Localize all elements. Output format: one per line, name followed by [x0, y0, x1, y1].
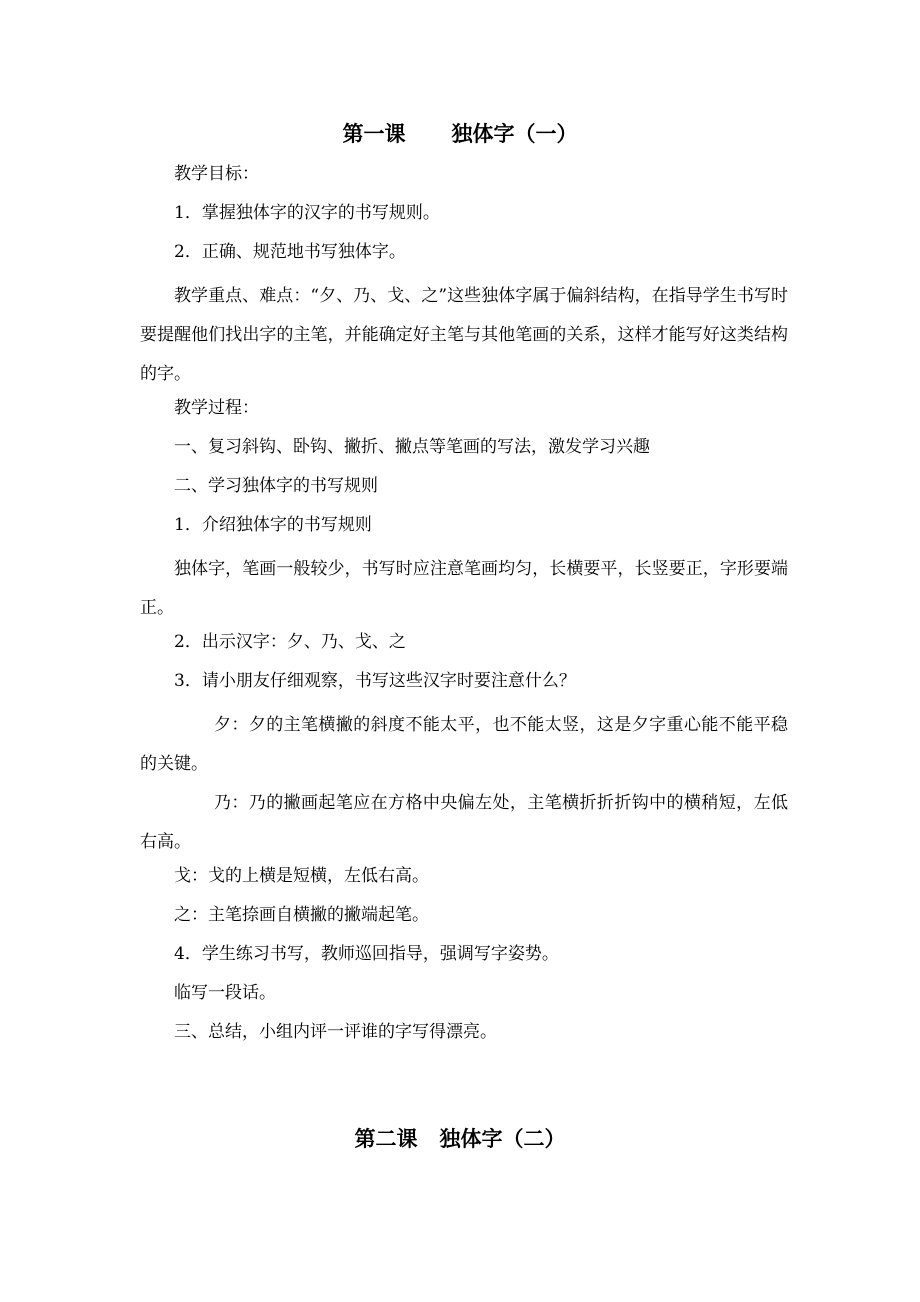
note-zhi: 之：主笔捺画自横撇的撇端起笔。	[174, 905, 429, 925]
goal-item-2: 2．正确、规范地书写独体字。	[174, 242, 406, 262]
process-step-2-1: 1．介绍独体字的书写规则	[174, 515, 372, 535]
process-step-1: 一、复习斜钩、卧钩、撇折、撇点等笔画的写法，激发学习兴趣	[174, 437, 650, 457]
lesson-2-topic: 独体字（二）	[439, 1126, 566, 1151]
process-step-2: 二、学习独体字的书写规则	[174, 476, 378, 496]
note-ge: 戈：戈的上横是短横，左低右高。	[174, 866, 429, 886]
key-points-paragraph: 教学重点、难点：“夕、乃、戈、之”这些独体字属于偏斜结构，在指导学生书写时要提醒他们找出字的主笔，并能确定好主笔与其他笔画的关系，这样才能写好这类结构的字。	[140, 286, 788, 384]
lesson-1-number: 第一课	[342, 121, 406, 146]
copy-task: 临写一段话。	[174, 983, 276, 1003]
note-nai-paragraph: 乃：乃的撇画起笔应在方格中央偏左处，主笔横折折折钩中的横稍短，左低右高。	[140, 793, 788, 852]
goal-item-1: 1．掌握独体字的汉字的书写规则。	[174, 203, 440, 223]
process-step-2-4: 4．学生练习书写，教师巡回指导，强调写字姿势。	[174, 944, 559, 964]
rules-paragraph: 独体字，笔画一般较少，书写时应注意笔画均匀，长横要平，长竖要正，字形要端正。	[140, 559, 788, 618]
process-step-3: 三、总结，小组内评一评谁的字写得漂亮。	[174, 1022, 497, 1042]
lesson-2-title	[0, 1125, 920, 1153]
process-heading: 教学过程：	[174, 398, 259, 418]
lesson-1-title	[0, 120, 920, 148]
note-xi-paragraph: 夕：夕的主笔横撇的斜度不能太平，也不能太竖，这是夕字重心能不能平稳的关键。	[140, 715, 788, 774]
lesson-1-topic: 独体字（一）	[451, 121, 578, 146]
goals-heading: 教学目标：	[174, 164, 259, 184]
process-step-2-3: 3．请小朋友仔细观察，书写这些汉字时要注意什么？	[174, 671, 576, 691]
process-step-2-2: 2．出示汉字：夕、乃、戈、之	[174, 632, 406, 652]
lesson-2-number: 第二课	[354, 1126, 418, 1151]
